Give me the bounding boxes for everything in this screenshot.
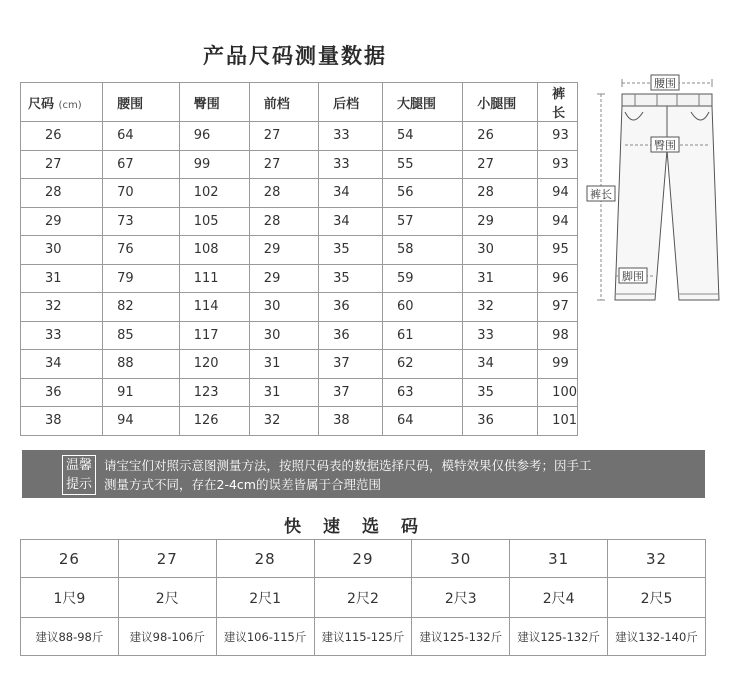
size-chart-cell: 93 xyxy=(538,122,578,151)
quick-weight-row xyxy=(21,618,706,656)
size-chart-cell: 123 xyxy=(179,378,249,407)
size-chart-cell: 55 xyxy=(383,150,463,179)
size-chart-cell: 54 xyxy=(383,122,463,151)
size-chart-cell: 33 xyxy=(319,150,383,179)
quick-waist-cell: 2尺3 xyxy=(412,578,510,618)
size-chart-cell: 32 xyxy=(463,293,538,322)
size-chart-cell: 33 xyxy=(319,122,383,151)
header-size xyxy=(21,83,103,122)
size-chart-cell: 30 xyxy=(249,293,318,322)
size-chart-cell: 56 xyxy=(383,179,463,208)
size-chart-cell: 95 xyxy=(538,236,578,265)
size-chart-cell: 28 xyxy=(249,207,318,236)
quick-weight-cell: 建议88-98斤 xyxy=(21,618,119,656)
size-chart-row xyxy=(21,236,578,265)
size-chart-cell: 63 xyxy=(383,378,463,407)
size-chart-cell: 36 xyxy=(21,378,103,407)
size-chart-row xyxy=(21,407,578,436)
size-chart-cell: 26 xyxy=(21,122,103,151)
size-chart-cell: 97 xyxy=(538,293,578,322)
size-chart-cell: 29 xyxy=(463,207,538,236)
size-chart-cell: 37 xyxy=(319,378,383,407)
size-chart-cell: 101 xyxy=(538,407,578,436)
header-front-rise: 前档 xyxy=(249,83,318,122)
quick-waist-cell: 2尺5 xyxy=(608,578,706,618)
size-chart-cell: 26 xyxy=(463,122,538,151)
quick-waist-cell: 2尺 xyxy=(118,578,216,618)
size-chart-cell: 38 xyxy=(21,407,103,436)
size-chart-cell: 73 xyxy=(103,207,180,236)
size-chart-cell: 36 xyxy=(463,407,538,436)
size-chart-row xyxy=(21,150,578,179)
quick-weight-cell: 建议115-125斤 xyxy=(314,618,412,656)
size-chart-row xyxy=(21,293,578,322)
pants-diagram xyxy=(585,72,735,312)
size-chart-cell: 28 xyxy=(463,179,538,208)
size-chart-cell: 57 xyxy=(383,207,463,236)
diagram-hip-label: 臀围 xyxy=(654,139,676,152)
size-chart-cell: 31 xyxy=(21,264,103,293)
size-chart-cell: 117 xyxy=(179,321,249,350)
size-chart-row xyxy=(21,321,578,350)
size-chart-cell: 105 xyxy=(179,207,249,236)
size-chart-row xyxy=(21,122,578,151)
header-thigh: 大腿围 xyxy=(383,83,463,122)
size-chart-cell: 31 xyxy=(249,378,318,407)
size-chart-cell: 93 xyxy=(538,150,578,179)
quick-waist-row xyxy=(21,578,706,618)
diagram-hem-label: 脚围 xyxy=(622,270,644,283)
quick-size-cell: 32 xyxy=(608,540,706,578)
size-chart-cell: 30 xyxy=(463,236,538,265)
page-title: 产品尺码测量数据 xyxy=(203,44,387,68)
quick-size-cell: 28 xyxy=(216,540,314,578)
size-chart-cell: 102 xyxy=(179,179,249,208)
size-chart-cell: 30 xyxy=(21,236,103,265)
size-chart-row xyxy=(21,207,578,236)
diagram-waist-label: 腰围 xyxy=(654,77,676,90)
header-calf: 小腿围 xyxy=(463,83,538,122)
quick-weight-cell: 建议132-140斤 xyxy=(608,618,706,656)
quick-waist-cell: 2尺1 xyxy=(216,578,314,618)
size-chart-cell: 70 xyxy=(103,179,180,208)
size-chart-cell: 31 xyxy=(249,350,318,379)
size-chart-row xyxy=(21,378,578,407)
size-chart-header-row xyxy=(21,83,578,122)
header-size-label: 尺码 xyxy=(28,96,55,112)
quick-weight-cell: 建议98-106斤 xyxy=(118,618,216,656)
quick-size-cell: 26 xyxy=(21,540,119,578)
size-chart-cell: 96 xyxy=(538,264,578,293)
quick-waist-cell: 2尺4 xyxy=(510,578,608,618)
size-chart-cell: 36 xyxy=(319,293,383,322)
quick-weight-cell: 建议106-115斤 xyxy=(216,618,314,656)
size-chart-cell: 34 xyxy=(463,350,538,379)
header-length: 裤长 xyxy=(538,83,578,122)
quick-waist-cell: 2尺2 xyxy=(314,578,412,618)
quick-waist-cell: 1尺9 xyxy=(21,578,119,618)
size-chart-cell: 61 xyxy=(383,321,463,350)
size-chart-cell: 35 xyxy=(463,378,538,407)
size-chart-cell: 27 xyxy=(463,150,538,179)
header-unit: (cm) xyxy=(58,99,82,111)
notice-banner xyxy=(22,450,705,498)
size-chart-cell: 28 xyxy=(21,179,103,208)
size-chart-row xyxy=(21,350,578,379)
diagram-length-label: 裤长 xyxy=(590,188,612,201)
size-chart-cell: 94 xyxy=(538,207,578,236)
size-chart-cell: 37 xyxy=(319,350,383,379)
size-chart-cell: 32 xyxy=(249,407,318,436)
size-chart-cell: 111 xyxy=(179,264,249,293)
notice-tag-line1: 温馨 xyxy=(65,458,92,473)
size-chart-cell: 76 xyxy=(103,236,180,265)
quick-size-cell: 30 xyxy=(412,540,510,578)
size-chart-cell: 94 xyxy=(103,407,180,436)
size-chart-cell: 85 xyxy=(103,321,180,350)
size-chart-cell: 30 xyxy=(249,321,318,350)
size-chart-cell: 33 xyxy=(463,321,538,350)
size-chart-cell: 91 xyxy=(103,378,180,407)
quick-weight-cell: 建议125-132斤 xyxy=(412,618,510,656)
size-chart-cell: 64 xyxy=(383,407,463,436)
size-chart-cell: 58 xyxy=(383,236,463,265)
size-chart-cell: 29 xyxy=(21,207,103,236)
size-chart-cell: 33 xyxy=(21,321,103,350)
size-chart-row xyxy=(21,179,578,208)
size-chart-cell: 38 xyxy=(319,407,383,436)
size-chart-cell: 100 xyxy=(538,378,578,407)
size-chart-cell: 59 xyxy=(383,264,463,293)
size-chart-cell: 88 xyxy=(103,350,180,379)
size-chart-cell: 27 xyxy=(249,122,318,151)
size-chart-cell: 32 xyxy=(21,293,103,322)
size-chart-cell: 60 xyxy=(383,293,463,322)
quick-size-row xyxy=(21,540,706,578)
header-waist: 腰围 xyxy=(103,83,180,122)
size-chart-cell: 27 xyxy=(249,150,318,179)
notice-tag xyxy=(62,455,96,495)
size-chart-cell: 29 xyxy=(249,264,318,293)
header-hip: 臀围 xyxy=(179,83,249,122)
size-chart-cell: 35 xyxy=(319,236,383,265)
size-chart-cell: 98 xyxy=(538,321,578,350)
quick-select-title: 快速选码 xyxy=(284,517,440,537)
size-chart-cell: 34 xyxy=(319,207,383,236)
size-chart-cell: 96 xyxy=(179,122,249,151)
size-chart-cell: 82 xyxy=(103,293,180,322)
size-chart-cell: 29 xyxy=(249,236,318,265)
size-chart-cell: 34 xyxy=(319,179,383,208)
header-back-rise: 后档 xyxy=(319,83,383,122)
notice-tag-line2: 提示 xyxy=(65,477,92,492)
size-chart-cell: 114 xyxy=(179,293,249,322)
size-chart-cell: 94 xyxy=(538,179,578,208)
size-chart-cell: 79 xyxy=(103,264,180,293)
size-chart-cell: 64 xyxy=(103,122,180,151)
size-chart-cell: 120 xyxy=(179,350,249,379)
notice-line1: 请宝宝们对照示意图测量方法，按照尺码表的数据选择尺码，模特效果仅供参考；因手工 xyxy=(104,458,592,473)
size-chart-cell: 62 xyxy=(383,350,463,379)
size-chart-cell: 99 xyxy=(179,150,249,179)
notice-line2: 测量方式不同，存在2-4cm的误差皆属于合理范围 xyxy=(104,477,381,492)
quick-select-table xyxy=(20,539,706,656)
size-chart-cell: 108 xyxy=(179,236,249,265)
size-chart-cell: 31 xyxy=(463,264,538,293)
size-chart-cell: 67 xyxy=(103,150,180,179)
size-chart-cell: 36 xyxy=(319,321,383,350)
size-chart-table xyxy=(20,82,578,436)
notice-text xyxy=(104,456,694,494)
quick-weight-cell: 建议125-132斤 xyxy=(510,618,608,656)
size-chart-cell: 99 xyxy=(538,350,578,379)
quick-size-cell: 29 xyxy=(314,540,412,578)
quick-size-cell: 31 xyxy=(510,540,608,578)
size-chart-cell: 35 xyxy=(319,264,383,293)
quick-size-cell: 27 xyxy=(118,540,216,578)
size-chart-row xyxy=(21,264,578,293)
size-chart-cell: 126 xyxy=(179,407,249,436)
size-chart-cell: 27 xyxy=(21,150,103,179)
size-chart-cell: 34 xyxy=(21,350,103,379)
size-chart-cell: 28 xyxy=(249,179,318,208)
